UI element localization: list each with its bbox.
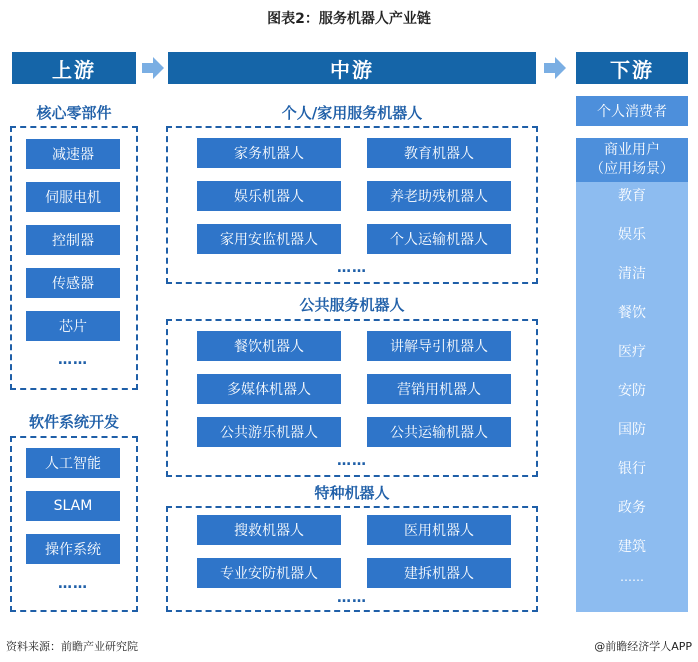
scenario-more: …… bbox=[620, 570, 644, 584]
consumer-box[interactable]: 个人消费者 bbox=[576, 96, 688, 126]
chart-title: 图表2：服务机器人产业链 bbox=[267, 11, 431, 27]
special-item[interactable]: 搜救机器人 bbox=[197, 515, 341, 545]
public-item[interactable]: 餐饮机器人 bbox=[197, 331, 341, 361]
stage-upstream: 上游 bbox=[12, 52, 136, 84]
personal-item[interactable]: 养老助残机器人 bbox=[367, 181, 511, 211]
public-more: …… bbox=[337, 453, 367, 469]
public-item[interactable]: 营销用机器人 bbox=[367, 374, 511, 404]
software-item[interactable]: 人工智能 bbox=[26, 448, 120, 478]
scenario-item: 国防 bbox=[618, 422, 646, 438]
special-item[interactable]: 专业安防机器人 bbox=[197, 558, 341, 588]
public-item[interactable]: 公共游乐机器人 bbox=[197, 417, 341, 447]
scenario-item: 安防 bbox=[618, 383, 646, 399]
special-title: 特种机器人 bbox=[314, 484, 390, 502]
special-item[interactable]: 医用机器人 bbox=[367, 515, 511, 545]
business-user-header[interactable]: 商业用户 （应用场景） bbox=[576, 138, 688, 182]
components-more: …… bbox=[58, 352, 88, 368]
public-item[interactable]: 多媒体机器人 bbox=[197, 374, 341, 404]
arrow-right-icon bbox=[142, 56, 164, 80]
footer-brand: @前瞻经济学人APP bbox=[594, 640, 692, 653]
component-item[interactable]: 芯片 bbox=[26, 311, 120, 341]
personal-item[interactable]: 娱乐机器人 bbox=[197, 181, 341, 211]
scenario-item: 教育 bbox=[618, 188, 646, 204]
personal-title: 个人/家用服务机器人 bbox=[281, 104, 423, 122]
special-item[interactable]: 建拆机器人 bbox=[367, 558, 511, 588]
components-title: 核心零部件 bbox=[36, 104, 112, 122]
component-item[interactable]: 减速器 bbox=[26, 139, 120, 169]
scenario-item: 娱乐 bbox=[618, 227, 646, 243]
software-title: 软件系统开发 bbox=[28, 413, 119, 431]
stage-downstream: 下游 bbox=[576, 52, 688, 84]
component-item[interactable]: 控制器 bbox=[26, 225, 120, 255]
scenario-item: 清洁 bbox=[618, 266, 646, 282]
public-item[interactable]: 公共运输机器人 bbox=[367, 417, 511, 447]
personal-item[interactable]: 家务机器人 bbox=[197, 138, 341, 168]
scenario-item: 建筑 bbox=[618, 539, 646, 555]
personal-item[interactable]: 家用安监机器人 bbox=[197, 224, 341, 254]
personal-item[interactable]: 教育机器人 bbox=[367, 138, 511, 168]
software-more: …… bbox=[58, 576, 88, 592]
scenario-item: 医疗 bbox=[618, 344, 646, 360]
personal-item[interactable]: 个人运输机器人 bbox=[367, 224, 511, 254]
software-item[interactable]: 操作系统 bbox=[26, 534, 120, 564]
component-item[interactable]: 传感器 bbox=[26, 268, 120, 298]
scenario-item: 银行 bbox=[618, 461, 646, 477]
stage-midstream: 中游 bbox=[168, 52, 536, 84]
arrow-right-icon bbox=[544, 56, 566, 80]
public-item[interactable]: 讲解导引机器人 bbox=[367, 331, 511, 361]
footer-source: 资料来源：前瞻产业研究院 bbox=[6, 640, 138, 653]
software-item[interactable]: SLAM bbox=[26, 491, 120, 521]
personal-more: …… bbox=[337, 260, 367, 276]
public-title: 公共服务机器人 bbox=[299, 296, 405, 314]
component-item[interactable]: 伺服电机 bbox=[26, 182, 120, 212]
scenario-item: 政务 bbox=[618, 500, 646, 516]
special-more: …… bbox=[337, 590, 367, 606]
scenario-item: 餐饮 bbox=[618, 305, 646, 321]
